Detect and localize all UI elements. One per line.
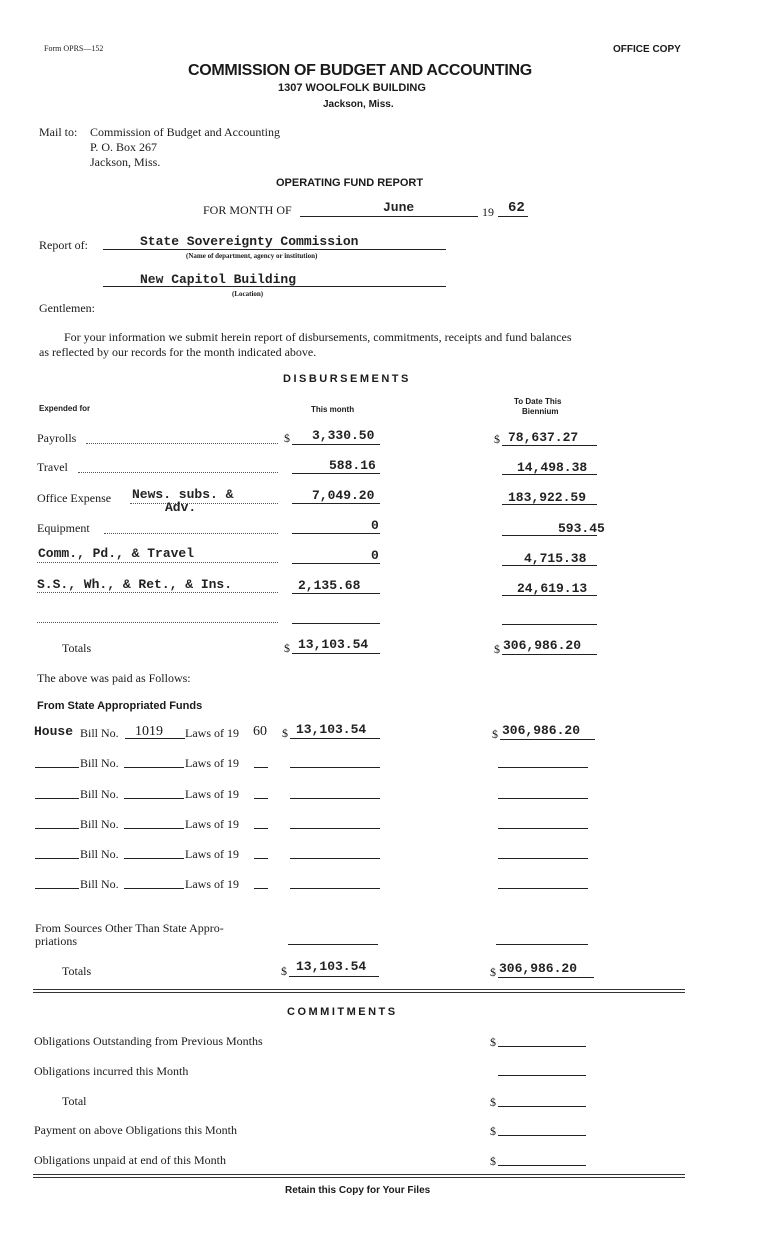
ss-wh-ret-ins-month: 2,135.68	[298, 578, 361, 593]
report-of-label: Report of:	[39, 238, 88, 252]
bill-todate-amount: 306,986.20	[502, 723, 581, 738]
travel-month: 588.16	[329, 458, 376, 473]
month-value: June	[383, 200, 415, 215]
bill-no-label: Bill No.	[80, 817, 119, 831]
house-label: House	[34, 724, 74, 739]
other-sources-line1: From Sources Other Than State Appro-	[35, 921, 224, 935]
dollar-sign: $	[282, 726, 288, 740]
laws-of-label: Laws of 19	[185, 726, 239, 740]
disbursements-totals-month: 13,103.54	[298, 637, 369, 652]
office-expense-todate: 183,922.59	[508, 490, 587, 505]
year-prefix: 19	[482, 205, 494, 219]
row-label-comm-travel: Comm., Pd., & Travel	[38, 546, 195, 561]
commitment-total-label: Total	[62, 1094, 87, 1108]
report-of-caption: (Name of department, agency or institution)	[186, 252, 318, 260]
intro-line1: For your information we submit herein report of disbursements, commitments, receipts and fund balances	[64, 330, 572, 344]
commitment-unpaid-label: Obligations unpaid at end of this Month	[34, 1153, 226, 1167]
row-label-office-expense: Office Expense	[37, 491, 112, 505]
laws-of-label: Laws of 19	[185, 756, 239, 770]
report-of-value: State Sovereignty Commission	[140, 234, 359, 249]
commitment-outstanding-label: Obligations Outstanding from Previous Months	[34, 1034, 263, 1048]
location-value: New Capitol Building	[140, 272, 297, 287]
bill-no-value: 1019	[135, 724, 163, 739]
intro-line2: as reflected by our records for the month indicated above.	[39, 345, 317, 359]
other-sources-line2: priations	[35, 934, 77, 948]
ss-wh-ret-ins-todate: 24,619.13	[517, 581, 588, 596]
dollar-sign: $	[490, 1154, 496, 1168]
bill-no-label: Bill No.	[80, 726, 119, 740]
paid-totals-month: 13,103.54	[296, 959, 367, 974]
col-to-date-2: Biennium	[522, 407, 559, 416]
comm-travel-month: 0	[371, 548, 379, 563]
mail-to-line3: Jackson, Miss.	[90, 155, 161, 169]
paid-totals-todate: 306,986.20	[499, 961, 578, 976]
from-state-text: From State Appropriated Funds	[37, 700, 203, 712]
bill-month-amount: 13,103.54	[296, 722, 367, 737]
travel-todate: 14,498.38	[517, 460, 588, 475]
disbursements-totals-label: Totals	[62, 641, 92, 655]
commitment-incurred-label: Obligations incurred this Month	[34, 1064, 189, 1078]
salutation: Gentlemen:	[39, 301, 95, 315]
dollar-sign: $	[281, 964, 287, 978]
dollar-sign: $	[490, 1095, 496, 1109]
dollar-sign: $	[490, 1035, 496, 1049]
office-copy-label: OFFICE COPY	[613, 44, 681, 55]
col-to-date-1: To Date This	[514, 397, 562, 406]
bill-no-label: Bill No.	[80, 847, 119, 861]
laws-of-label: Laws of 19	[185, 787, 239, 801]
dollar-sign: $	[490, 965, 496, 979]
office-expense-detail-2: Adv.	[165, 500, 197, 515]
payrolls-todate: 78,637.27	[508, 430, 579, 445]
dollar-sign: $	[494, 642, 500, 656]
blank-row	[37, 622, 278, 623]
laws-of-value: 60	[253, 724, 267, 739]
row-label-ss-wh-ret-ins: S.S., Wh., & Ret., & Ins.	[37, 577, 233, 592]
footer-note: Retain this Copy for Your Files	[285, 1185, 431, 1196]
location-caption: (Location)	[232, 290, 264, 298]
col-this-month: This month	[311, 405, 355, 414]
agency-title: COMMISSION OF BUDGET AND ACCOUNTING	[188, 62, 532, 79]
paid-as-follows-label: The above was paid as Follows:	[37, 671, 191, 685]
bill-no-label: Bill No.	[80, 877, 119, 891]
mail-to-label: Mail to:	[39, 125, 78, 139]
agency-city: Jackson, Miss.	[323, 99, 394, 110]
disbursements-totals-todate: 306,986.20	[503, 638, 582, 653]
section-divider	[33, 989, 685, 993]
comm-travel-todate: 4,715.38	[524, 551, 587, 566]
mail-to-line2: P. O. Box 267	[90, 140, 158, 154]
bill-no-label: Bill No.	[80, 787, 119, 801]
office-expense-month: 7,049.20	[312, 488, 375, 503]
laws-of-label: Laws of 19	[185, 877, 239, 891]
paid-totals-label: Totals	[62, 964, 92, 978]
form-number: Form OPRS—152	[44, 44, 104, 53]
dollar-sign: $	[284, 431, 290, 445]
equipment-todate: 593.45	[558, 521, 605, 536]
equipment-month: 0	[371, 518, 379, 533]
month-label: FOR MONTH OF	[203, 203, 292, 217]
dollar-sign: $	[494, 432, 500, 446]
commitments-title: COMMITMENTS	[287, 1006, 398, 1018]
mail-to-line1: Commission of Budget and Accounting	[90, 125, 280, 139]
laws-of-label: Laws of 19	[185, 817, 239, 831]
commitment-payment-label: Payment on above Obligations this Month	[34, 1123, 237, 1137]
agency-building: 1307 WOOLFOLK BUILDING	[278, 82, 426, 94]
office-expense-detail-1: News. subs. &	[132, 487, 234, 502]
dollar-sign: $	[284, 641, 290, 655]
year-value: 62	[508, 200, 525, 216]
col-expended-for: Expended for	[39, 404, 91, 413]
bill-no-label: Bill No.	[80, 756, 119, 770]
row-label-travel: Travel	[37, 460, 68, 474]
report-title: OPERATING FUND REPORT	[276, 177, 424, 189]
footer-divider	[33, 1174, 685, 1178]
disbursements-title: DISBURSEMENTS	[283, 373, 411, 385]
dollar-sign: $	[490, 1124, 496, 1138]
laws-of-label: Laws of 19	[185, 847, 239, 861]
from-state-appropriated-funds	[37, 698, 202, 713]
row-label-payrolls: Payrolls	[37, 431, 77, 445]
dollar-sign: $	[492, 727, 498, 741]
payrolls-month: 3,330.50	[312, 428, 375, 443]
row-label-equipment: Equipment	[37, 521, 90, 535]
